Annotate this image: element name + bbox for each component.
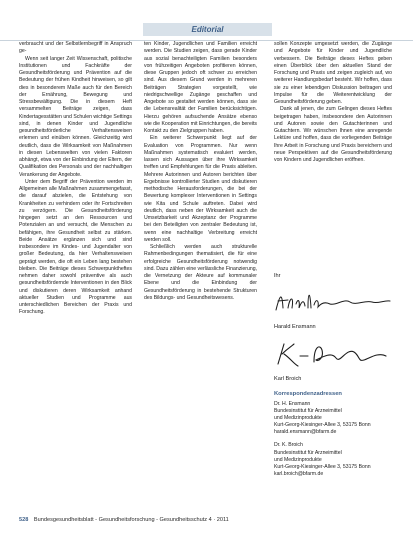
paragraph: Dank all jenen, die zum Gelingen dieses Heftes beigetragen haben, insbesondere den Autorinnen und Autoren sowie den Gutachterinnen und Gutachtern. Wir wünschen Ihnen eine anregende Lektüre und hoffen, dass die vorliegenden Beiträge Ihre Arbeit in Forschung und Praxis bereichern und neue Perspektiven auf die Gesundheitsförderung von Kindern und Jugendlichen eröffnen. xyxy=(274,106,392,163)
text-column-2 xyxy=(144,41,257,507)
closing-text xyxy=(274,41,392,259)
signoff-closing: Ihr xyxy=(274,273,281,279)
signature-name: Harald Ensmann xyxy=(274,324,316,331)
section-label: Editorial xyxy=(143,23,272,36)
address-line: Kurt-Georg-Kiesinger-Allee 3, 53175 Bonn xyxy=(274,422,371,429)
email-link[interactable]: harald.ensmann@bfarm.de xyxy=(274,429,337,436)
address-block xyxy=(274,401,392,436)
email-link[interactable]: karl.broich@bfarm.de xyxy=(274,470,324,477)
paragraph: Ein weiterer Schwerpunkt liegt auf der Evaluation von Programmen. Nur wenn Maßnahmen systematisch evaluiert werden, lassen sich Aussagen über ihre Wirksamkeit treffen und Empfehlungen für die Praxis ableiten. Mehrere Autorinnen und Autoren berichten über Ergebnisse kontrollierter Studien und diskutieren methodische Herausforderungen, die bei der Bewertung komplexer Interventionen in Settings wie Kita und Schule auftreten. Dabei wird deutlich, dass neben der Wirksamkeit auch die Umsetzbarkeit und Akzeptanz der Programme bei den Beteiligten von zentraler Bedeutung ist, wenn eine nachhaltige Verbreitung erreicht werden soll. xyxy=(144,135,257,243)
paragraph: Unter dem Begriff der Prävention werden im Allgemeinen alle Maßnahmen zusammengefasst, die darauf abzielen, die Entstehung von Krankheiten zu verhindern oder ihr Fortschreiten zu verzögern. Die Gesundheitsförderung hingegen setzt an den Ressourcen und Potenzialen an und versucht, die Menschen zu befähigen, ihre Gesundheit selbst zu stärken. Beide Ansätze ergänzen sich und sind insbesondere im Kindes- und Jugendalter von großer Bedeutung, da hier Verhaltensweisen geprägt werden, die oft ein Leben lang bestehen bleiben. Die Beiträge dieses Schwerpunktheftes nehmen daher sowohl präventive als auch gesundheitsfördernde Interventionen in den Blick und diskutieren deren Wirksamkeit anhand aktueller Studien und Programme aus unterschiedlichen Bereichen der Praxis und Forschung. xyxy=(19,178,132,316)
journal-citation: Bundesgesundheitsblatt - Gesundheitsforschung - Gesundheitsschutz 4 · 2011 xyxy=(33,517,229,523)
address-line: Kurt-Georg-Kiesinger-Allee 3, 53175 Bonn xyxy=(274,463,371,470)
address-line: und Medizinprodukte xyxy=(274,415,322,422)
address-line: Bundesinstitut für Arzneimittel xyxy=(274,408,342,415)
address-block xyxy=(274,442,392,477)
signature-broich xyxy=(274,338,392,374)
address-line: und Medizinprodukte xyxy=(274,456,322,463)
page-footer xyxy=(19,517,229,523)
paragraph: ten Kinder, Jugendlichen und Familien erreicht werden. Die Studien zeigen, dass gerade Kinder aus sozial benachteiligten Familien besonders von frühzeitigen Angeboten profitieren können, diese Gruppen jedoch oft schwer zu erreichen sind. Aus diesem Grund werden in mehreren Beiträgen Strategien vorgestellt, wie niedrigschwellige Zugänge geschaffen und Angebote so gestaltet werden können, dass sie die Lebensrealität der Familien berücksichtigen. Hierzu gehören aufsuchende Ansätze ebenso wie die Kooperation mit Einrichtungen, die bereits Kontakt zu den Zielgruppen haben. xyxy=(144,41,257,134)
paragraph: verbraucht und der Selbstlernbegriff in Anspruch ge- xyxy=(19,41,132,55)
text-column-3 xyxy=(274,41,392,507)
handwritten-signature-1 xyxy=(274,286,392,318)
address-title: Dr. K. Broich xyxy=(274,442,303,449)
correspondence-heading: Korrespondenzadressen xyxy=(274,390,342,397)
address-line: Bundesinstitut für Arzneimittel xyxy=(274,449,342,456)
signature-name: Karl Broich xyxy=(274,375,302,382)
page-number: 528 xyxy=(19,517,29,523)
paragraph: Schließlich werden auch strukturelle Rahmenbedingungen thematisiert, die für eine erfolgreiche Gesundheitsförderung notwendig sind. Dazu zählen eine verlässliche Finanzierung, die Vernetzung der Akteure auf kommunaler Ebene und die Einbindung der Gesundheitsförderung in bestehende Strukturen des Bildungs- und Gesundheitswesens. xyxy=(144,244,257,301)
text-column-1 xyxy=(19,41,132,507)
paragraph: sollen Konzepte umgesetzt werden, die Zugänge und Angebote für Kinder und Jugendliche verbessern. Die Beiträge dieses Heftes geben einen Überblick über den aktuellen Stand der Forschung und Praxis und zeigen zugleich auf, wo weiterer Handlungsbedarf besteht. Wir hoffen, dass sie zu einer lebendigen Diskussion beitragen und Impulse für die Weiterentwicklung der Gesundheitsförderung geben. xyxy=(274,41,392,105)
handwritten-signature-2 xyxy=(274,338,392,370)
paragraph: Wenn seit langer Zeit Wissenschaft, politische Institutionen und Fachkräfte der Gesundheitsförderung und Prävention auf die Bedeutung der frühen Kindheit hinweisen, so gilt dies in besonderem Maße auch für den Bereich der Ernährung, Bewegung und Stressbewältigung. Die in diesem Heft versammelten Beiträge zeigen, dass Kindertagesstätten und Schulen wichtige Settings sind, in denen Kinder und Jugendliche gesundheitsförderliche Verhaltensweisen erlernen und einüben können. Gleichzeitig wird deutlich, dass die Wirksamkeit von Maßnahmen in diesen Lebenswelten von vielen Faktoren abhängt, etwa von der Einbindung der Eltern, der Qualifikation des Personals und der nachhaltigen Verankerung der Angebote. xyxy=(19,55,132,178)
page-header xyxy=(0,0,413,41)
address-title: Dr. H. Ensmann xyxy=(274,401,311,407)
signature-ensmann xyxy=(274,286,392,322)
